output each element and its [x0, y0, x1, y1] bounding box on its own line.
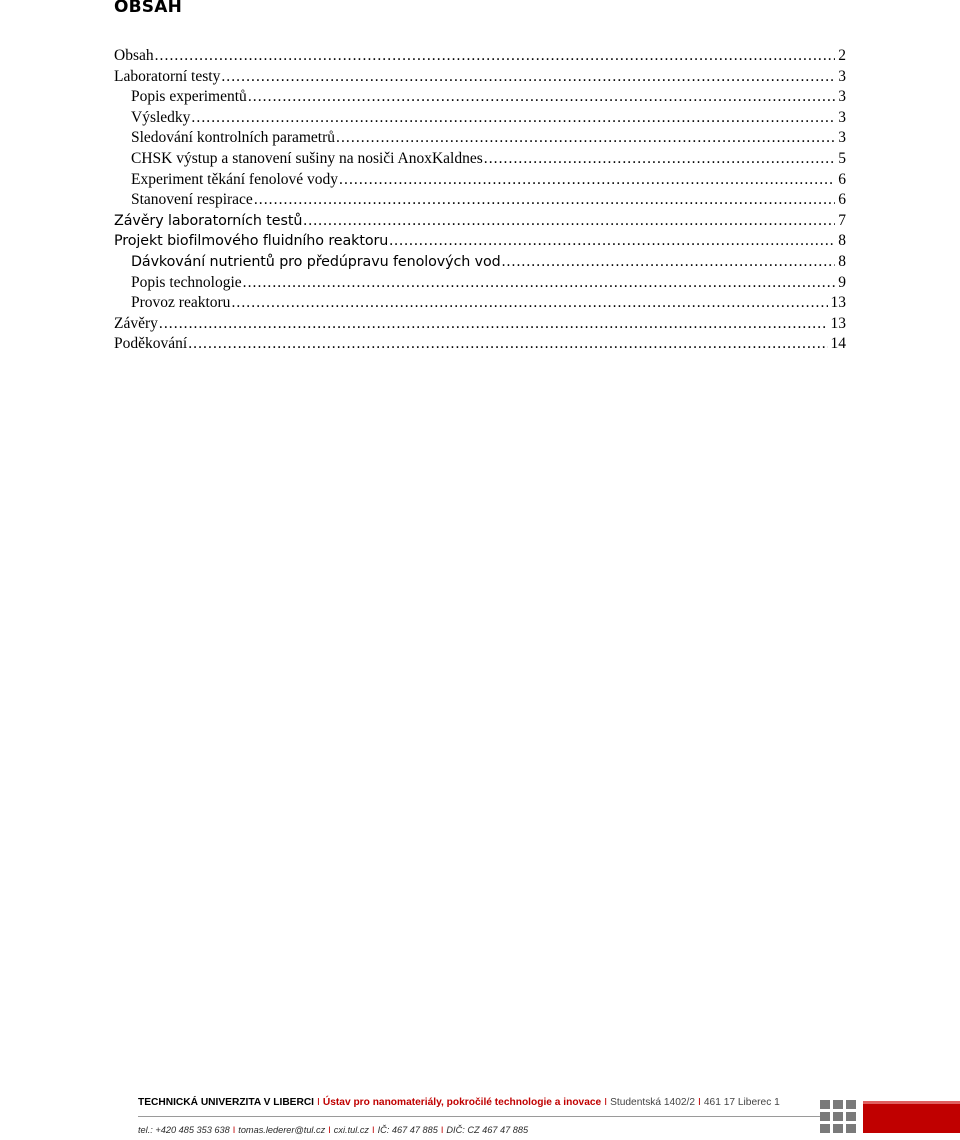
table-of-contents: [114, 46, 846, 355]
toc-dot-leader: [248, 87, 835, 108]
toc-entry-title: Závěry laboratorních testů: [114, 212, 303, 229]
footer-separator: I: [698, 1097, 701, 1108]
footer-city: 461 17 Liberec 1: [703, 1097, 780, 1108]
toc-entry[interactable]: [114, 67, 846, 88]
toc-dot-leader: [243, 273, 836, 294]
toc-entry[interactable]: [114, 170, 846, 191]
toc-entry-title: Poděkování: [114, 335, 188, 353]
toc-page-number: 9: [838, 273, 846, 291]
footer-web-link[interactable]: cxi.tul.cz: [333, 1125, 370, 1135]
toc-page-number: 3: [838, 88, 846, 106]
toc-dot-leader: [303, 211, 835, 232]
toc-entry-title: Provoz reaktoru: [131, 294, 231, 312]
footer-rule: [138, 1116, 820, 1117]
footer-separator: I: [440, 1125, 444, 1135]
toc-page-number: 13: [830, 314, 846, 332]
toc-dot-leader: [502, 252, 836, 273]
toc-entry[interactable]: [114, 314, 846, 335]
toc-entry-title: Projekt biofilmového fluidního reaktoru: [114, 233, 389, 250]
toc-entry[interactable]: [114, 231, 846, 252]
toc-page-number: 8: [838, 252, 846, 270]
toc-entry[interactable]: [114, 293, 846, 314]
toc-entry-title: Závěry: [114, 314, 158, 332]
toc-dot-leader: [336, 128, 835, 149]
toc-entry-title: Sledování kontrolních parametrů: [131, 129, 336, 147]
toc-page-number: 13: [830, 294, 846, 312]
toc-entry-title: Laboratorní testy: [114, 67, 221, 85]
toc-entry-title: Experiment těkání fenolové vody: [131, 170, 339, 188]
toc-entry-title: Dávkování nutrientů pro předúpravu fenolových vod: [131, 253, 501, 270]
toc-dot-leader: [159, 314, 828, 335]
toc-entry-title: Popis experimentů: [131, 88, 247, 106]
toc-dot-leader: [231, 293, 827, 314]
toc-page-number: 6: [838, 191, 846, 209]
toc-entry-title: Výsledky: [131, 108, 191, 126]
university-logo-grid: [820, 1100, 856, 1134]
toc-entry[interactable]: [114, 108, 846, 129]
footer-phone: tel.: +420 485 353 638: [138, 1125, 230, 1135]
footer-separator: I: [232, 1125, 236, 1135]
footer-separator: I: [317, 1097, 320, 1108]
logo-red-bar-icon: [863, 1101, 960, 1133]
toc-entry[interactable]: [114, 190, 846, 211]
footer-address-line: [138, 1097, 780, 1108]
toc-page-number: 5: [838, 149, 846, 167]
footer-contact-line: [138, 1125, 528, 1135]
footer-ic: IČ: 467 47 885: [377, 1125, 438, 1135]
toc-entry-title: Obsah: [114, 47, 154, 64]
footer-street: Studentská 1402/2: [610, 1097, 696, 1108]
footer-email-link[interactable]: tomas.lederer@tul.cz: [238, 1125, 326, 1135]
toc-dot-leader: [221, 67, 835, 88]
toc-entry-title: Popis technologie: [131, 273, 242, 291]
toc-page-number: 14: [830, 335, 846, 353]
footer-separator: I: [372, 1125, 375, 1135]
toc-page-number: 3: [838, 129, 846, 147]
toc-entry[interactable]: [114, 211, 846, 232]
toc-entry-title: CHSK výstup a stanovení sušiny na nosiči AnoxKaldnes: [131, 149, 483, 167]
toc-entry[interactable]: [114, 334, 846, 355]
toc-entry[interactable]: [114, 252, 846, 273]
footer-institute: Ústav pro nanomateriály, pokročilé technologie a inovace: [322, 1097, 602, 1108]
footer-separator: I: [328, 1125, 331, 1135]
toc-dot-leader: [254, 190, 835, 211]
toc-dot-leader: [484, 149, 836, 170]
toc-entry[interactable]: [114, 46, 846, 67]
toc-dot-leader: [339, 170, 835, 191]
toc-entry[interactable]: [114, 273, 846, 294]
toc-dot-leader: [188, 334, 827, 355]
toc-page-number: 8: [838, 232, 846, 250]
toc-page-number: 3: [838, 67, 846, 85]
footer-separator: I: [604, 1097, 608, 1108]
toc-dot-leader: [191, 108, 835, 129]
toc-page-number: 6: [838, 170, 846, 188]
toc-dot-leader: [389, 231, 835, 252]
toc-entry[interactable]: [114, 149, 846, 170]
toc-entry[interactable]: [114, 87, 846, 108]
toc-entry-title: Stanovení respirace: [131, 191, 253, 209]
page-heading: OBSAH: [114, 0, 183, 17]
toc-page-number: 2: [838, 47, 846, 64]
toc-entry[interactable]: [114, 128, 846, 149]
toc-dot-leader: [155, 46, 836, 67]
toc-page-number: 7: [838, 211, 846, 229]
footer-university: TECHNICKÁ UNIVERZITA V LIBERCI: [138, 1097, 315, 1108]
toc-page-number: 3: [838, 108, 846, 126]
footer-dic: DIČ: CZ 467 47 885: [446, 1125, 529, 1135]
